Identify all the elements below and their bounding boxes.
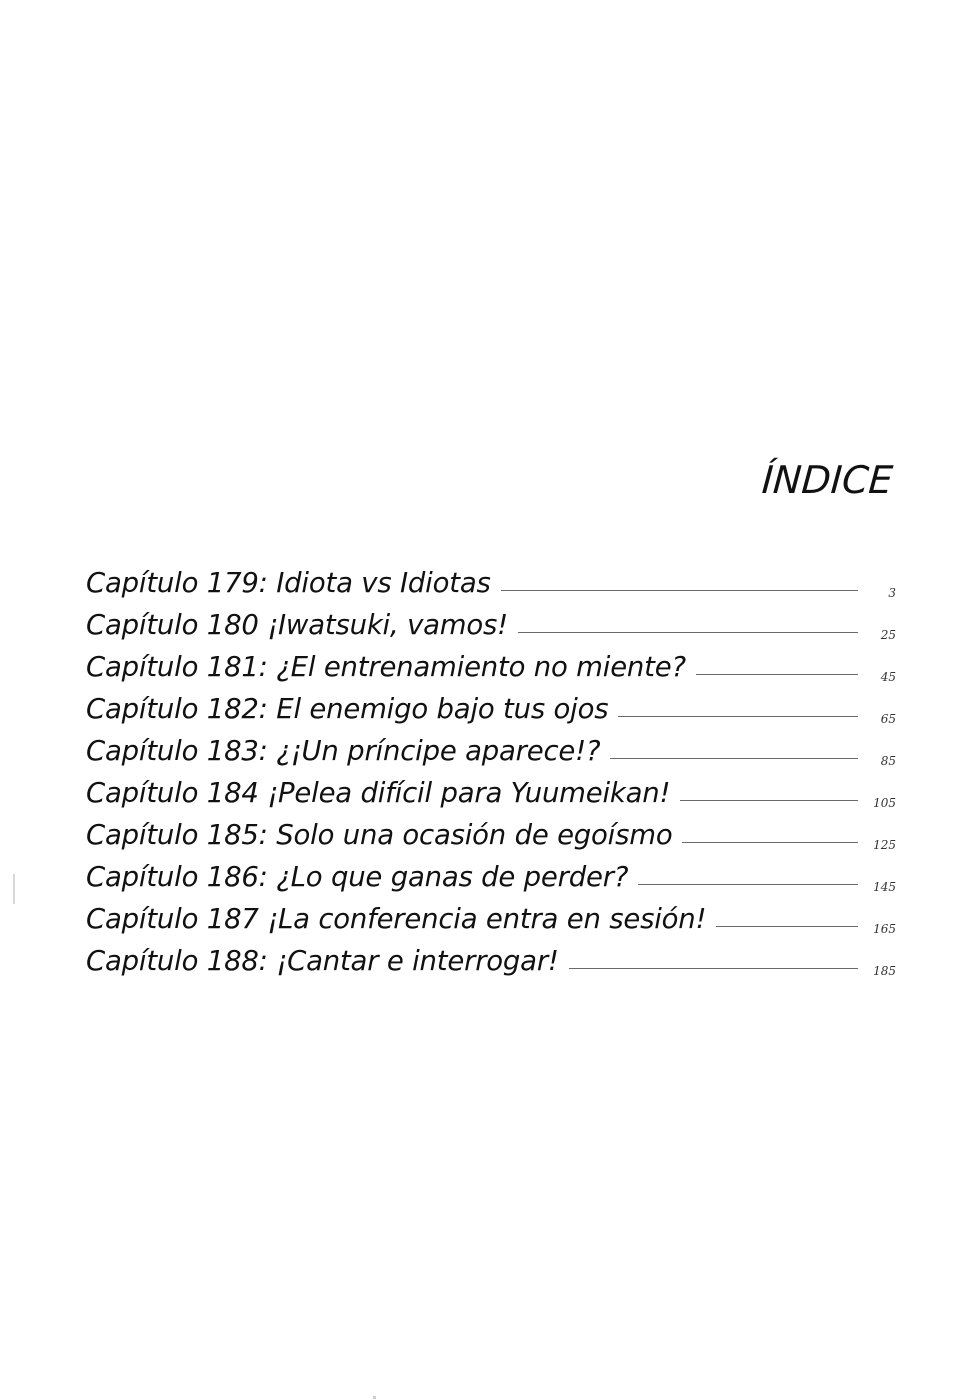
toc-entry-page: 185 bbox=[873, 964, 896, 978]
toc-entry[interactable] bbox=[86, 600, 896, 642]
leader-line bbox=[680, 800, 858, 801]
toc-entry-label: Capítulo 188: ¡Cantar e interrogar! bbox=[86, 945, 559, 977]
leader-line bbox=[569, 968, 858, 969]
toc-entry[interactable] bbox=[86, 810, 896, 852]
toc-entry[interactable] bbox=[86, 852, 896, 894]
toc-entry-label: Capítulo 179: Idiota vs Idiotas bbox=[86, 567, 491, 599]
leader-line bbox=[716, 926, 858, 927]
toc-entry-page: 105 bbox=[873, 796, 896, 810]
toc-entry-page: 65 bbox=[880, 712, 896, 726]
toc-entry-label: Capítulo 183: ¿¡Un príncipe aparece!? bbox=[86, 735, 601, 767]
toc-entry-label: Capítulo 180 ¡Iwatsuki, vamos! bbox=[86, 609, 508, 641]
leader-line bbox=[610, 758, 858, 759]
toc-entry-label: Capítulo 186: ¿Lo que ganas de perder? bbox=[86, 861, 629, 893]
toc-entry-label: Capítulo 187 ¡La conferencia entra en sesión! bbox=[86, 903, 707, 935]
toc-entry[interactable] bbox=[86, 936, 896, 978]
leader-line bbox=[518, 632, 858, 633]
toc-entry-page: 45 bbox=[880, 670, 896, 684]
leader-line bbox=[501, 590, 858, 591]
toc-entry-page: 25 bbox=[880, 628, 896, 642]
index-title: ÍNDICE bbox=[760, 458, 895, 502]
toc-entry-label: Capítulo 184 ¡Pelea difícil para Yuumeikan! bbox=[86, 777, 671, 809]
toc-entry[interactable] bbox=[86, 768, 896, 810]
toc-entry[interactable] bbox=[86, 642, 896, 684]
toc-entry[interactable] bbox=[86, 726, 896, 768]
toc-entry-page: 165 bbox=[873, 922, 896, 936]
toc-entry-page: 145 bbox=[873, 880, 896, 894]
toc-entry-page: 3 bbox=[888, 586, 896, 600]
toc-entry[interactable] bbox=[86, 558, 896, 600]
leader-line bbox=[696, 674, 858, 675]
scan-artifact-mark bbox=[13, 874, 15, 904]
toc-entry[interactable] bbox=[86, 894, 896, 936]
leader-line bbox=[682, 842, 858, 843]
toc-entry-label: Capítulo 185: Solo una ocasión de egoísmo bbox=[86, 819, 673, 851]
toc-entry-label: Capítulo 181: ¿El entrenamiento no miente? bbox=[86, 651, 686, 683]
leader-line bbox=[618, 716, 858, 717]
scan-artifact-speck bbox=[373, 1396, 376, 1399]
toc-entry-label: Capítulo 182: El enemigo bajo tus ojos bbox=[86, 693, 609, 725]
table-of-contents bbox=[86, 558, 896, 978]
toc-entry[interactable] bbox=[86, 684, 896, 726]
leader-line bbox=[638, 884, 858, 885]
toc-entry-page: 85 bbox=[880, 754, 896, 768]
toc-entry-page: 125 bbox=[873, 838, 896, 852]
